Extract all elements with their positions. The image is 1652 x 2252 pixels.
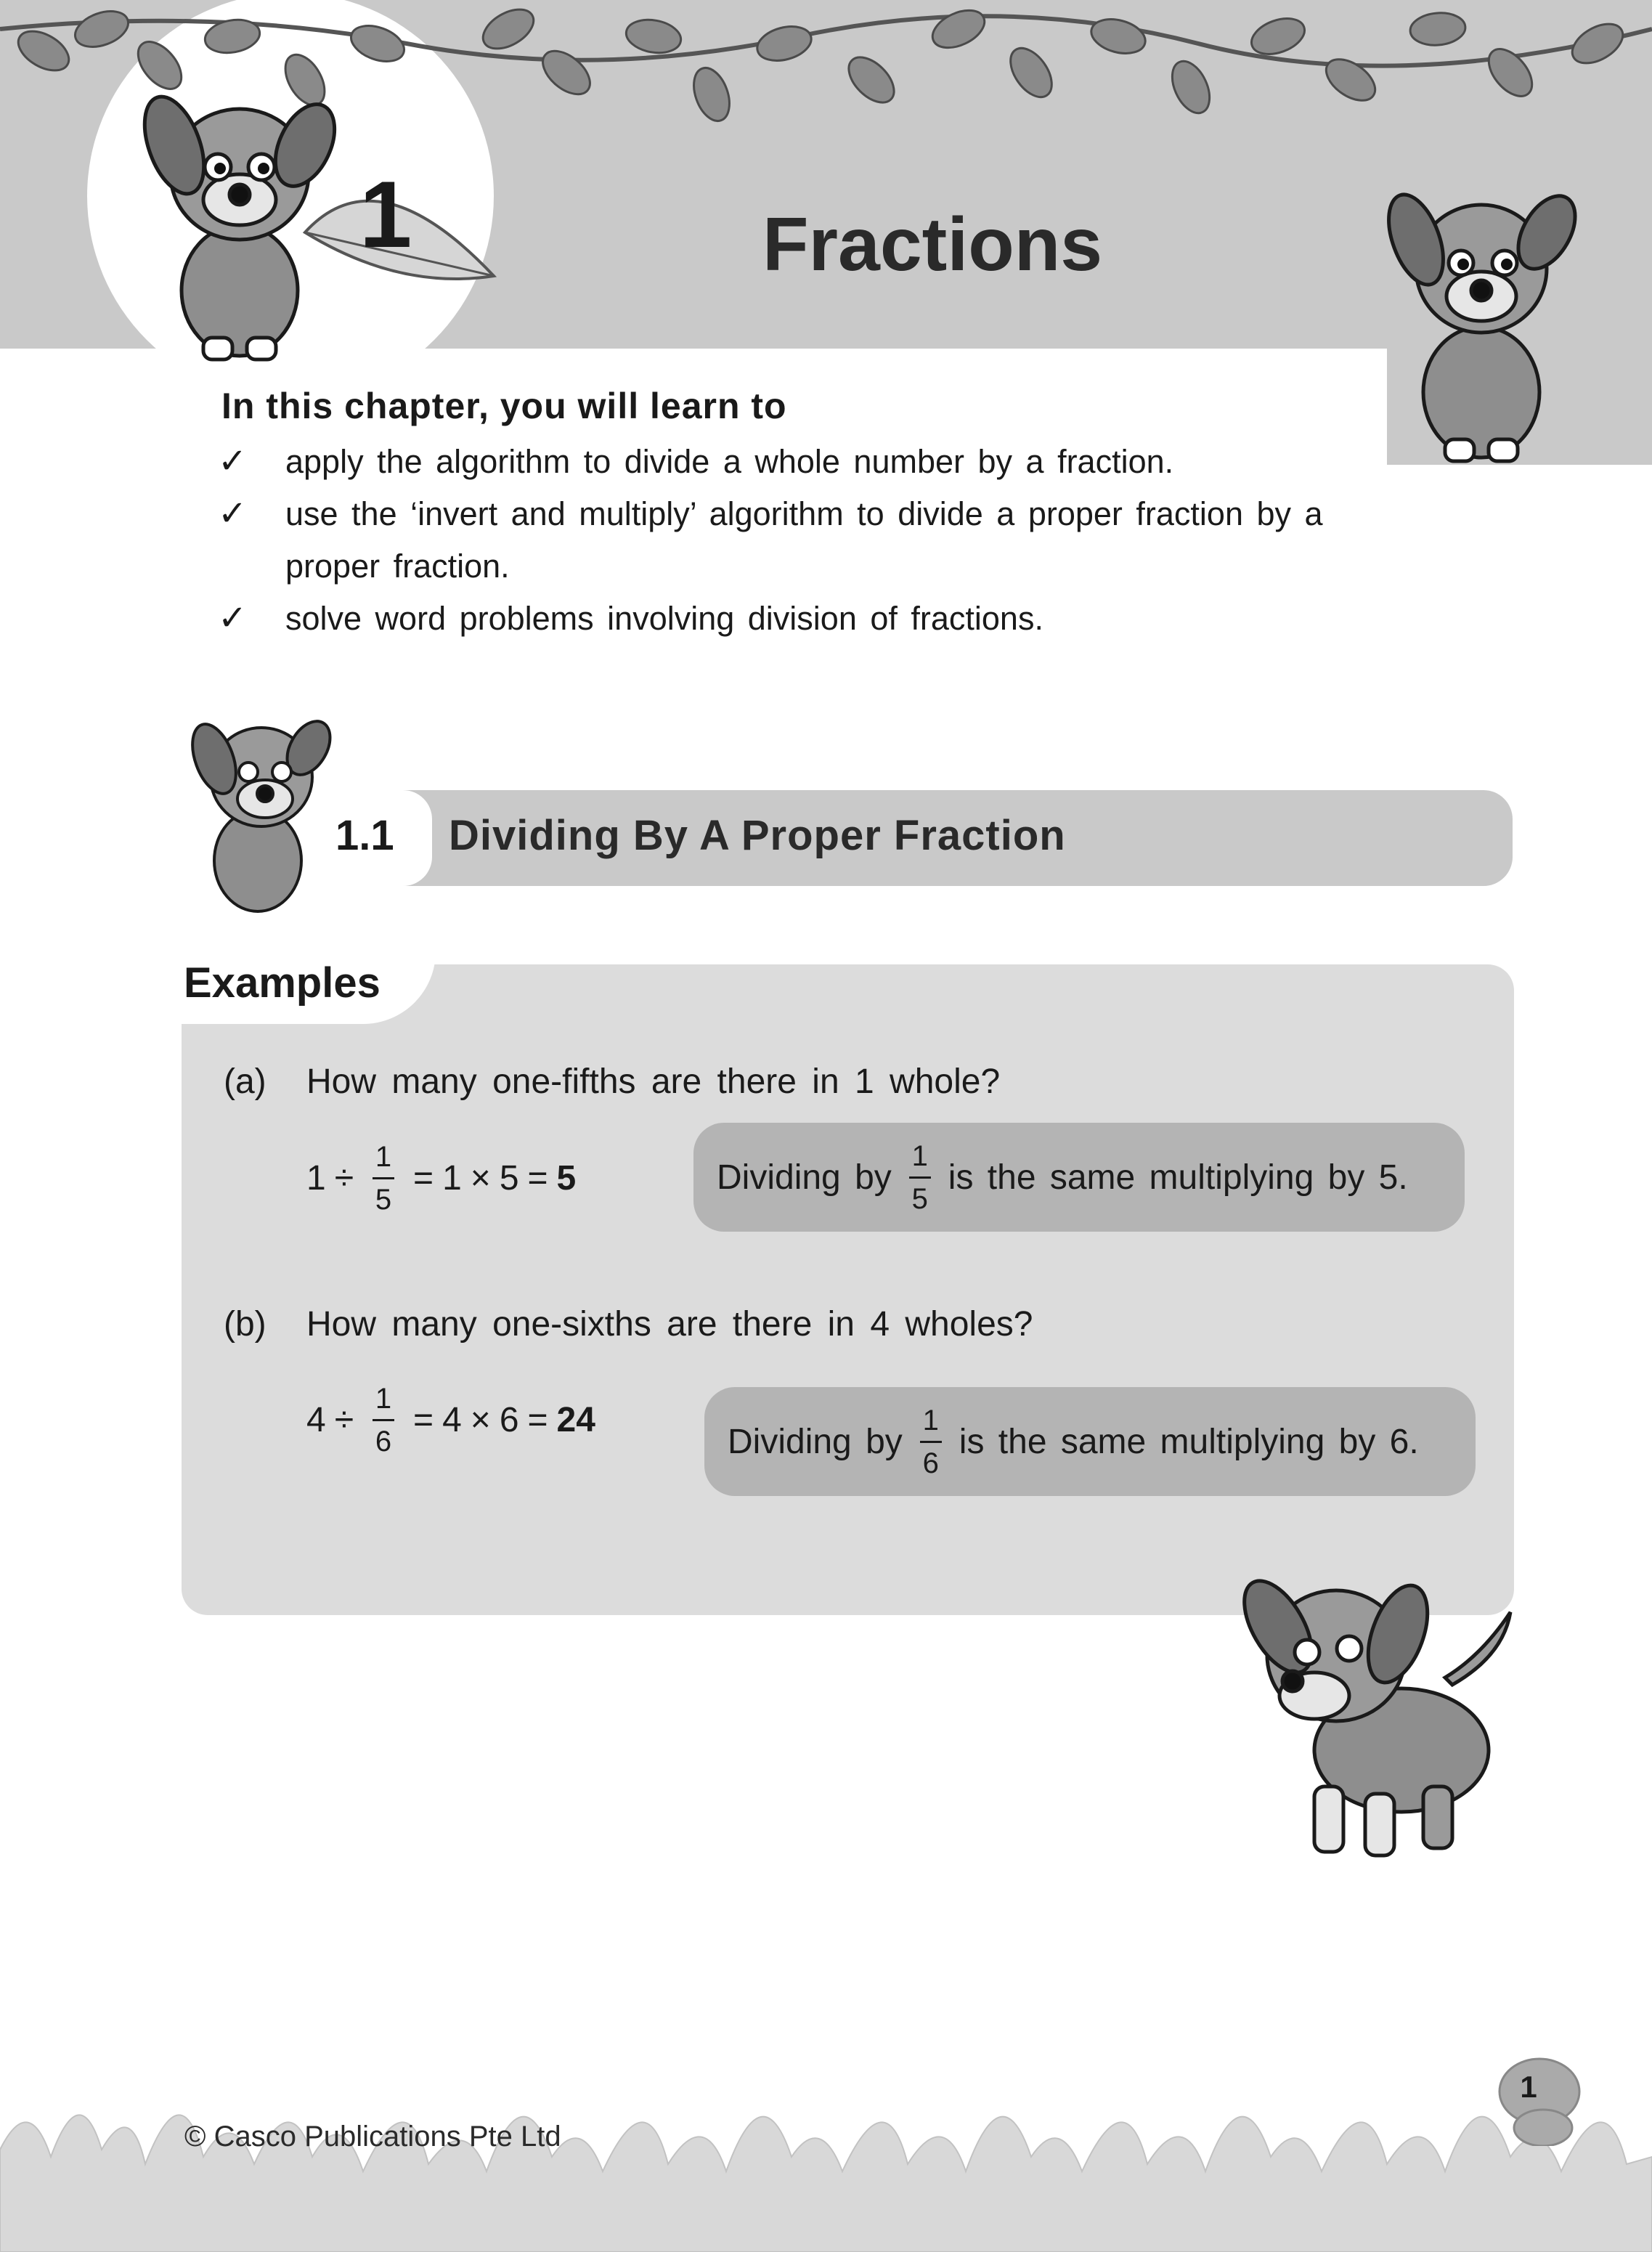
example-label: (b) (224, 1305, 266, 1344)
examples-label: Examples (184, 959, 381, 1007)
objective-text: apply the algorithm to divide a whole number by a fraction. (285, 443, 1174, 480)
operand: 6 (499, 1401, 519, 1439)
page-number: 1 (1520, 2070, 1537, 2104)
note-prefix: Dividing by (717, 1158, 892, 1197)
fraction (909, 1139, 931, 1215)
chapter-title: Fractions (762, 203, 1103, 287)
fraction-bar (909, 1176, 931, 1179)
fraction (373, 1142, 394, 1214)
divide-symbol: ÷ (334, 1159, 354, 1198)
operand: 5 (499, 1159, 519, 1198)
equation (306, 1140, 576, 1216)
note-prefix: Dividing by (728, 1422, 903, 1461)
puppy-icon (1234, 1569, 1518, 1866)
operand: 4 (306, 1401, 326, 1439)
note-box (704, 1387, 1476, 1496)
section-number: 1.1 (335, 812, 394, 859)
fraction (920, 1406, 942, 1478)
section-bar-notch (403, 790, 432, 886)
note-suffix: is the same multiplying by 6. (959, 1422, 1419, 1461)
puppy-icon (182, 708, 334, 919)
check-icon: ✓ (218, 442, 248, 481)
equals-symbol: = (527, 1159, 548, 1198)
puppy-icon (131, 80, 349, 363)
equals-symbol: = (413, 1159, 434, 1198)
fraction-numerator: 1 (911, 1139, 928, 1172)
fraction-bar (920, 1441, 942, 1443)
fraction-denominator: 5 (375, 1184, 392, 1216)
example-question: How many one-sixths are there in 4 wholes? (306, 1305, 1033, 1344)
fraction-numerator: 1 (375, 1141, 392, 1173)
times-symbol: × (470, 1401, 491, 1439)
result: 24 (556, 1401, 595, 1439)
note-suffix: is the same multiplying by 5. (948, 1158, 1408, 1197)
fraction-denominator: 6 (922, 1447, 939, 1479)
objective-item (218, 593, 1394, 645)
operand: 1 (306, 1159, 326, 1198)
objective-text: solve word problems involving division of fractions. (285, 600, 1043, 637)
objective-text: use the ‘invert and multiply’ algorithm to divide a proper fraction by a proper fraction. (285, 495, 1323, 585)
check-icon: ✓ (218, 599, 248, 638)
operand: 4 (442, 1401, 462, 1439)
fraction-denominator: 5 (911, 1182, 928, 1215)
check-icon: ✓ (218, 495, 248, 533)
fraction-numerator: 1 (922, 1404, 939, 1436)
divide-symbol: ÷ (334, 1401, 354, 1439)
copyright-text: © Casco Publications Pte Ltd (184, 2121, 561, 2153)
objective-item (218, 436, 1394, 488)
objectives-heading: In this chapter, you will learn to (221, 386, 787, 426)
section-title: Dividing By A Proper Fraction (449, 812, 1066, 859)
note-box (693, 1123, 1465, 1232)
fraction-numerator: 1 (375, 1383, 392, 1415)
fraction-bar (373, 1177, 394, 1179)
puppy-icon (1380, 174, 1583, 465)
example-label: (a) (224, 1062, 266, 1101)
equation (306, 1382, 595, 1458)
times-symbol: × (470, 1159, 491, 1198)
objective-item (218, 488, 1394, 593)
result: 5 (556, 1159, 577, 1198)
operand: 1 (442, 1159, 462, 1198)
example-question: How many one-fifths are there in 1 whole? (306, 1062, 1001, 1101)
chapter-number: 1 (359, 161, 412, 267)
fraction-bar (373, 1419, 394, 1421)
fraction (373, 1384, 394, 1456)
equals-symbol: = (413, 1401, 434, 1439)
fraction-denominator: 6 (375, 1426, 392, 1458)
equals-symbol: = (527, 1401, 548, 1439)
